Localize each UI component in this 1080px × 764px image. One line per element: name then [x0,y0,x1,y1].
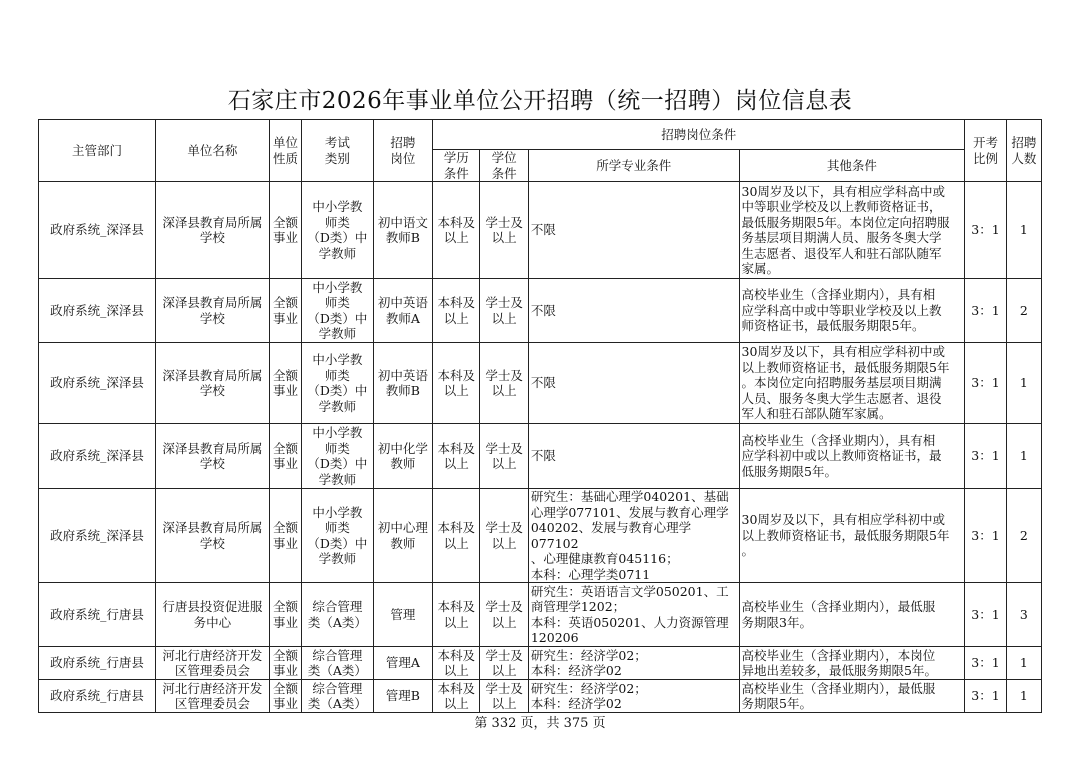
table-row [39,583,1042,647]
cell-unit: 河北行唐经济开发 区管理委员会 [155,647,269,680]
cell-exam: 中小学教 师类 （D类）中 学教师 [302,343,374,424]
cell-post: 管理B [373,680,432,713]
cell-ratio: 3：1 [965,489,1006,583]
cell-post: 初中语文 教师B [373,182,432,279]
header-nature: 单位 性质 [269,120,301,182]
cell-major: 不限 [528,343,739,424]
header-edu: 学历 条件 [433,150,480,182]
header-other: 其他条件 [739,150,965,182]
cell-ratio: 3：1 [965,680,1006,713]
page-title: 石家庄市2026年事业单位公开招聘（统一招聘）岗位信息表 [227,88,853,114]
cell-nature: 全额 事业 [269,279,301,343]
cell-degree: 学士及 以上 [480,279,528,343]
cell-post: 初中英语 教师B [373,343,432,424]
header-degree: 学位 条件 [480,150,528,182]
cell-other: 高校毕业生（含择业期内），最低服 务期限3年。 [739,583,965,647]
cell-degree: 学士及 以上 [480,680,528,713]
cell-count: 2 [1006,489,1041,583]
table-row [39,489,1042,583]
header-dept: 主管部门 [39,120,156,182]
cell-other: 高校毕业生（含择业期内），具有相 应学科初中或以上教师资格证书，最 低服务期限5年。 [739,424,965,489]
table-row [39,647,1042,680]
cell-other: 30周岁及以下，具有相应学科初中或 以上教师资格证书，最低服务期限5年 。 [739,489,965,583]
cell-degree: 学士及 以上 [480,343,528,424]
cell-count: 3 [1006,583,1041,647]
cell-unit: 深泽县教育局所属 学校 [155,182,269,279]
cell-unit: 深泽县教育局所属 学校 [155,489,269,583]
cell-exam: 综合管理 类（A类） [302,680,374,713]
cell-nature: 全额 事业 [269,647,301,680]
table-row [39,279,1042,343]
cell-exam: 综合管理 类（A类） [302,647,374,680]
cell-major: 不限 [528,279,739,343]
cell-degree: 学士及 以上 [480,182,528,279]
header-unit: 单位名称 [155,120,269,182]
cell-other: 30周岁及以下，具有相应学科高中或 中等职业学校及以上教师资格证书， 最低服务期限5年。本岗位定向招聘服 务基层项目期满人员、服务冬奥大学 生志愿者、退役军人和驻石部队随军 家属。 [739,182,965,279]
cell-ratio: 3：1 [965,343,1006,424]
cell-ratio: 3：1 [965,279,1006,343]
cell-major: 研究生：英语语言文学050201、工 商管理学1202； 本科：英语050201、人力资源管理 120206 [528,583,739,647]
cell-unit: 深泽县教育局所属 学校 [155,424,269,489]
cell-major: 不限 [528,424,739,489]
header-major: 所学专业条件 [528,150,739,182]
table-row [39,424,1042,489]
header-ratio: 开考 比例 [965,120,1006,182]
cell-count: 1 [1006,680,1041,713]
cell-count: 1 [1006,343,1041,424]
cell-major: 研究生：经济学02； 本科：经济学02 [528,680,739,713]
cell-major: 研究生：经济学02； 本科：经济学02 [528,647,739,680]
cell-edu: 本科及 以上 [433,182,480,279]
job-table [38,119,1042,713]
cell-post: 初中心理 教师 [373,489,432,583]
cell-dept: 政府系统_深泽县 [39,279,156,343]
cell-ratio: 3：1 [965,424,1006,489]
cell-edu: 本科及 以上 [433,647,480,680]
page-footer: 第 332 页，共 375 页 [474,716,606,731]
cell-unit: 行唐县投资促进服 务中心 [155,583,269,647]
cell-count: 1 [1006,182,1041,279]
header-post: 招聘 岗位 [373,120,432,182]
header-row-1 [39,120,1042,150]
cell-post: 初中英语 教师A [373,279,432,343]
table-row [39,680,1042,713]
cell-exam: 中小学教 师类 （D类）中 学教师 [302,182,374,279]
cell-unit: 深泽县教育局所属 学校 [155,343,269,424]
cell-nature: 全额 事业 [269,182,301,279]
cell-count: 1 [1006,647,1041,680]
cell-nature: 全额 事业 [269,424,301,489]
cell-edu: 本科及 以上 [433,343,480,424]
cell-other: 高校毕业生（含择业期内），最低服 务期限5年。 [739,680,965,713]
header-count: 招聘 人数 [1006,120,1041,182]
cell-dept: 政府系统_行唐县 [39,583,156,647]
cell-count: 1 [1006,424,1041,489]
cell-major: 不限 [528,182,739,279]
cell-degree: 学士及 以上 [480,424,528,489]
cell-ratio: 3：1 [965,583,1006,647]
header-exam: 考试 类别 [302,120,374,182]
cell-other: 30周岁及以下，具有相应学科初中或 以上教师资格证书，最低服务期限5年 。本岗位定向招聘服务基层项目期满 人员、服务冬奥大学生志愿者、退役 军人和驻石部队随军家属。 [739,343,965,424]
cell-dept: 政府系统_行唐县 [39,647,156,680]
cell-degree: 学士及 以上 [480,647,528,680]
cell-dept: 政府系统_深泽县 [39,182,156,279]
header-conditions: 招聘岗位条件 [433,120,965,150]
cell-ratio: 3：1 [965,182,1006,279]
cell-degree: 学士及 以上 [480,583,528,647]
cell-post: 管理 [373,583,432,647]
cell-exam: 中小学教 师类 （D类）中 学教师 [302,424,374,489]
cell-exam: 综合管理 类（A类） [302,583,374,647]
cell-edu: 本科及 以上 [433,279,480,343]
cell-major: 研究生：基础心理学040201、基础 心理学077101、发展与教育心理学 040202、发展与教育心理学077102 、心理健康教育045116； 本科：心理学类0711 [528,489,739,583]
cell-count: 2 [1006,279,1041,343]
cell-dept: 政府系统_深泽县 [39,424,156,489]
table-row [39,182,1042,279]
cell-post: 管理A [373,647,432,680]
cell-ratio: 3：1 [965,647,1006,680]
cell-other: 高校毕业生（含择业期内），具有相 应学科高中或中等职业学校及以上教 师资格证书，最低服务期限5年。 [739,279,965,343]
cell-dept: 政府系统_行唐县 [39,680,156,713]
cell-edu: 本科及 以上 [433,489,480,583]
cell-other: 高校毕业生（含择业期内），本岗位 异地出差较多，最低服务期限5年。 [739,647,965,680]
cell-edu: 本科及 以上 [433,680,480,713]
cell-unit: 河北行唐经济开发 区管理委员会 [155,680,269,713]
cell-exam: 中小学教 师类 （D类）中 学教师 [302,279,374,343]
cell-nature: 全额 事业 [269,343,301,424]
cell-nature: 全额 事业 [269,583,301,647]
cell-post: 初中化学 教师 [373,424,432,489]
cell-dept: 政府系统_深泽县 [39,489,156,583]
cell-dept: 政府系统_深泽县 [39,343,156,424]
cell-edu: 本科及 以上 [433,424,480,489]
table-row [39,343,1042,424]
cell-degree: 学士及 以上 [480,489,528,583]
cell-edu: 本科及 以上 [433,583,480,647]
cell-nature: 全额 事业 [269,489,301,583]
cell-exam: 中小学教 师类 （D类）中 学教师 [302,489,374,583]
cell-nature: 全额 事业 [269,680,301,713]
cell-unit: 深泽县教育局所属 学校 [155,279,269,343]
